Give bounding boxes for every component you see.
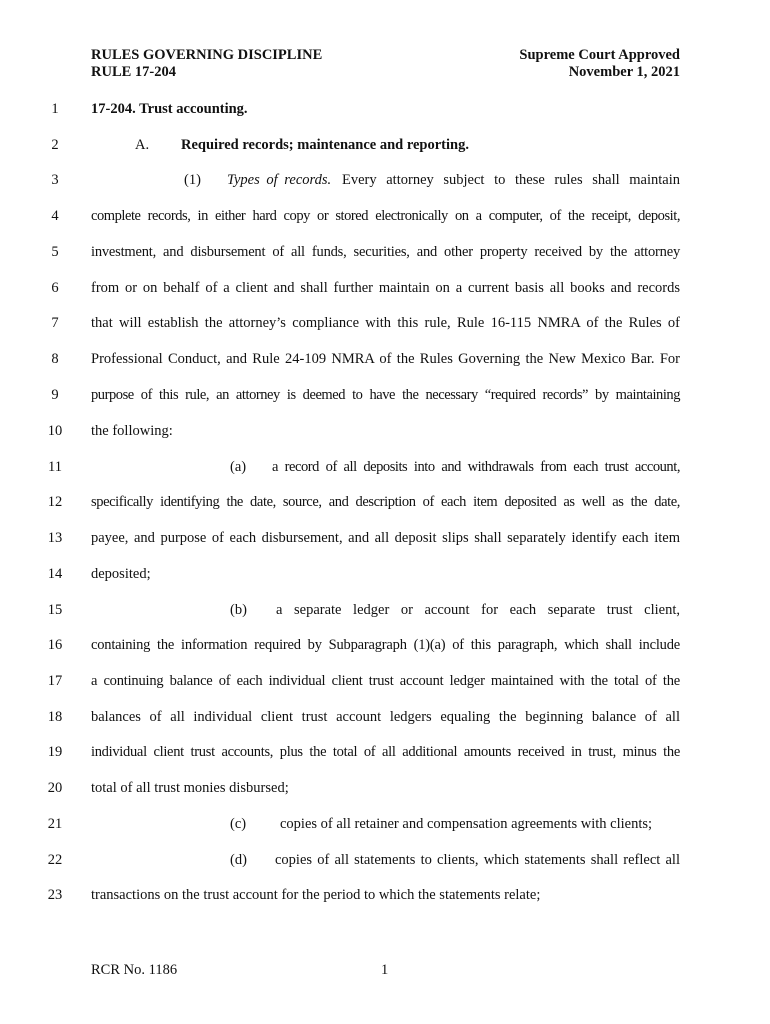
line-number: 4 bbox=[51, 208, 59, 224]
line-number: 7 bbox=[51, 315, 59, 331]
line-text: purpose of this rule, an attorney is deemed to have the necessary “required records” by maintaining bbox=[91, 387, 680, 403]
header-approval: Supreme Court Approved bbox=[519, 47, 680, 63]
document-line bbox=[0, 101, 770, 121]
line-text: copies of all retainer and compensation agreements with clients; bbox=[280, 816, 653, 832]
line-text: that will establish the attorney’s compliance with this rule, Rule 16-115 NMRA of the Rules of bbox=[91, 315, 680, 331]
section-title: Required records; maintenance and reporting. bbox=[181, 137, 469, 153]
line-text: individual client trust accounts, plus the total of all additional amounts received in trust, minus the bbox=[91, 744, 680, 760]
line-number: 16 bbox=[47, 637, 63, 653]
document-line bbox=[0, 208, 770, 228]
line-number: 14 bbox=[47, 566, 63, 582]
line-text: deposited; bbox=[91, 566, 151, 582]
subparagraph-label: (1) bbox=[184, 172, 201, 188]
line-number: 1 bbox=[51, 101, 59, 117]
line-text: copies of all statements to clients, which statements shall reflect all bbox=[275, 852, 680, 868]
document-line bbox=[0, 816, 770, 836]
footer-rcr-number: RCR No. 1186 bbox=[91, 962, 178, 978]
document-line bbox=[0, 530, 770, 550]
page-number: 1 bbox=[381, 962, 389, 978]
line-text: complete records, in either hard copy or stored electronically on a computer, of the receipt, deposit, bbox=[91, 208, 680, 224]
document-line bbox=[0, 137, 770, 157]
line-text: balances of all individual client trust account ledgers equaling the beginning balance of all bbox=[91, 709, 680, 725]
document-line bbox=[0, 280, 770, 300]
document-line bbox=[0, 637, 770, 657]
document-header-left bbox=[91, 47, 322, 81]
line-number: 10 bbox=[47, 423, 63, 439]
line-text: payee, and purpose of each disbursement, and all deposit slips shall separately identify each item bbox=[91, 530, 680, 546]
line-text: from or on behalf of a client and shall further maintain on a current basis all books and records bbox=[91, 280, 680, 296]
document-line bbox=[0, 709, 770, 729]
line-number: 20 bbox=[47, 780, 63, 796]
document-line bbox=[0, 673, 770, 693]
line-number: 6 bbox=[51, 280, 59, 296]
line-text: a separate ledger or account for each separate trust client, bbox=[276, 602, 680, 618]
line-number: 23 bbox=[47, 887, 63, 903]
line-text: a record of all deposits into and withdrawals from each trust account, bbox=[272, 459, 680, 475]
document-line bbox=[0, 852, 770, 872]
line-number: 15 bbox=[47, 602, 63, 618]
line-number: 21 bbox=[47, 816, 63, 832]
line-number: 11 bbox=[48, 459, 62, 475]
line-text: a continuing balance of each individual client trust account ledger maintained with the total of the bbox=[91, 673, 680, 689]
line-number: 3 bbox=[51, 172, 59, 188]
line-text: containing the information required by Subparagraph (1)(a) of this paragraph, which shall include bbox=[91, 637, 680, 653]
document-line bbox=[0, 315, 770, 335]
document-line bbox=[0, 780, 770, 800]
document-line bbox=[0, 387, 770, 407]
header-rule-number: RULE 17-204 bbox=[91, 64, 176, 80]
item-label: (b) bbox=[230, 602, 247, 618]
document-header-right bbox=[519, 47, 680, 81]
section-label: A. bbox=[135, 137, 150, 153]
header-date: November 1, 2021 bbox=[568, 64, 680, 80]
document-line bbox=[0, 602, 770, 622]
line-number: 22 bbox=[47, 852, 63, 868]
document-line bbox=[0, 887, 770, 907]
document-line bbox=[0, 244, 770, 264]
line-text: transactions on the trust account for the period to which the statements relate; bbox=[91, 887, 541, 903]
line-text: total of all trust monies disbursed; bbox=[91, 780, 289, 796]
line-number: 5 bbox=[51, 244, 59, 260]
item-label: (a) bbox=[230, 459, 247, 475]
line-number: 12 bbox=[47, 494, 63, 510]
line-number: 13 bbox=[47, 530, 63, 546]
line-number: 8 bbox=[51, 351, 59, 367]
line-number: 18 bbox=[47, 709, 63, 725]
document-line bbox=[0, 423, 770, 443]
line-text: Every attorney subject to these rules shall maintain bbox=[342, 172, 680, 188]
document-line bbox=[0, 566, 770, 586]
line-text: specifically identifying the date, source, and description of each item deposited as well as the date, bbox=[91, 494, 680, 510]
document-line bbox=[0, 351, 770, 371]
line-number: 17 bbox=[47, 673, 63, 689]
line-number: 9 bbox=[51, 387, 59, 403]
document-line bbox=[0, 494, 770, 514]
line-number: 19 bbox=[47, 744, 63, 760]
line-text: the following: bbox=[91, 423, 173, 439]
item-label: (c) bbox=[230, 816, 247, 832]
document-line bbox=[0, 459, 770, 479]
item-label: (d) bbox=[230, 852, 247, 868]
header-title: RULES GOVERNING DISCIPLINE bbox=[91, 47, 323, 63]
document-line bbox=[0, 172, 770, 192]
rule-heading: 17-204. Trust accounting. bbox=[91, 101, 248, 117]
line-text: Professional Conduct, and Rule 24-109 NMRA of the Rules Governing the New Mexico Bar. For bbox=[91, 351, 680, 367]
line-number: 2 bbox=[51, 137, 59, 153]
subparagraph-title: Types of records. bbox=[227, 172, 332, 188]
document-line bbox=[0, 744, 770, 764]
line-text: investment, and disbursement of all funds, securities, and other property received by the attorney bbox=[91, 244, 680, 260]
